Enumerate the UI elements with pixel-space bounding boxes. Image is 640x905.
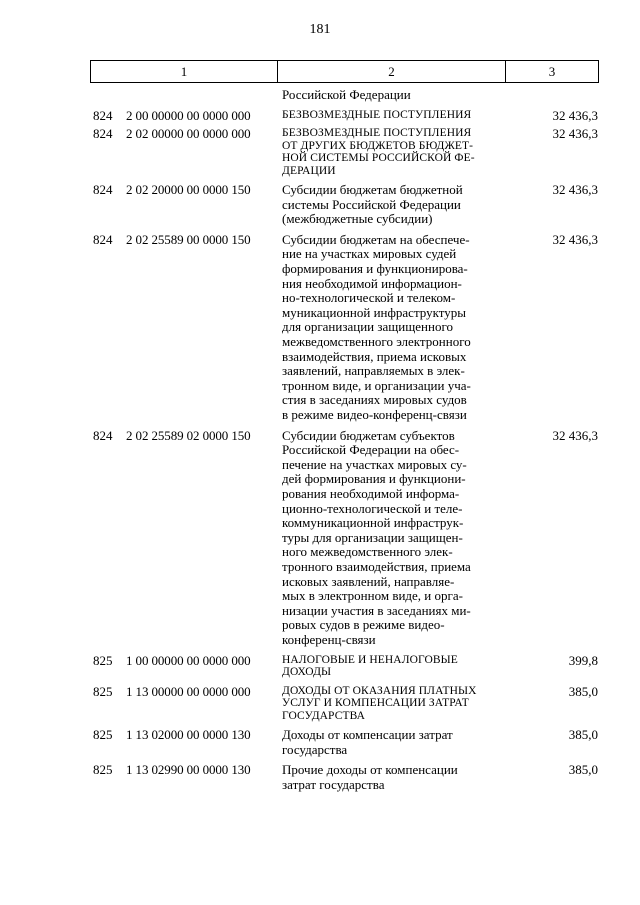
budget-code: 1 00 00000 00 0000 000 <box>126 652 251 668</box>
header-col-3: 3 <box>548 63 556 79</box>
admin-code: 825 <box>93 762 113 778</box>
income-name-line: ние на участках мировых судей <box>282 246 457 262</box>
income-name-line: для организации защищенного <box>282 319 453 335</box>
header-col-2: 2 <box>278 61 506 82</box>
income-name-line: ГОСУДАРСТВА <box>282 709 366 722</box>
budget-code: 1 13 02990 00 0000 130 <box>126 762 251 778</box>
income-name-line: заявлений, направляемых в элек- <box>282 363 465 379</box>
amount: 385,0 <box>568 683 598 699</box>
budget-code: 2 02 25589 00 0000 150 <box>126 231 251 247</box>
income-name-line: туры для организации защищен- <box>282 529 463 545</box>
income-name <box>282 429 502 648</box>
income-name-line: ДОХОДЫ ОТ ОКАЗАНИЯ ПЛАТНЫХ <box>282 684 477 697</box>
admin-code: 825 <box>93 727 113 742</box>
table-row <box>0 109 640 122</box>
table-row <box>0 183 640 227</box>
income-name-line: ДОХОДЫ <box>282 666 332 678</box>
income-name-line: тронном виде, и организации уча- <box>282 377 471 393</box>
table-row <box>0 233 640 423</box>
income-name-line: низации участия в заседаниях ми- <box>282 602 471 618</box>
page-number: 181 <box>309 22 331 37</box>
income-name-line: коммуникационной инфраструк- <box>282 515 464 531</box>
table-row <box>0 728 640 757</box>
budget-code: 2 00 00000 00 0000 000 <box>126 107 251 123</box>
amount: 32 436,3 <box>552 126 598 142</box>
income-name <box>282 109 502 122</box>
income-name-line: но-технологической и телеком- <box>282 290 456 306</box>
income-name-line: взаимодействия, приема исковых <box>282 348 467 364</box>
budget-code: 2 02 20000 00 0000 150 <box>126 182 251 198</box>
amount: 32 436,3 <box>552 427 598 443</box>
income-name-line: Субсидии бюджетам на обеспече- <box>282 231 470 247</box>
income-name <box>282 685 502 723</box>
income-name-line: муникационной инфраструктуры <box>282 304 466 320</box>
income-name-line: Российской Федерации на обес- <box>282 442 460 458</box>
continuation-text: Российской Федерации <box>282 87 411 102</box>
budget-code: 1 13 00000 00 0000 000 <box>126 683 251 699</box>
income-name <box>282 233 502 423</box>
table-row <box>0 127 640 177</box>
table-row <box>0 763 640 792</box>
table-row <box>0 685 640 723</box>
income-name-line: (межбюджетные субсидии) <box>282 211 433 227</box>
budget-code: 2 02 00000 00 0000 000 <box>126 126 251 142</box>
admin-code: 825 <box>93 652 113 668</box>
income-name <box>282 183 502 227</box>
income-name <box>282 728 502 757</box>
income-name-line: ровых судов в режиме видео- <box>282 617 445 633</box>
income-name-line: системы Российской Федерации <box>282 196 461 212</box>
table-row <box>0 429 640 648</box>
amount: 32 436,3 <box>552 231 598 247</box>
income-name-line: формирования и функционирова- <box>282 261 468 277</box>
budget-code: 2 02 25589 02 0000 150 <box>126 427 251 443</box>
income-name-line: тронного взаимодействия, приема <box>282 558 471 574</box>
admin-code: 825 <box>93 683 113 699</box>
amount: 32 436,3 <box>552 182 598 198</box>
admin-code: 824 <box>93 126 113 142</box>
income-name-line: ОТ ДРУГИХ БЮДЖЕТОВ БЮДЖЕТ- <box>282 139 474 152</box>
income-name-line: в режиме видео-конференц-связи <box>282 407 467 422</box>
income-name-line: ДЕРАЦИИ <box>282 164 336 177</box>
income-name-line: печение на участках мировых су- <box>282 456 467 472</box>
income-name-line: конференц-связи <box>282 631 376 647</box>
table-row <box>0 654 640 679</box>
income-name-line: дей формирования и функциони- <box>282 471 466 487</box>
income-name-line: ционно-технологической и теле- <box>282 500 463 516</box>
income-name-line: НОЙ СИСТЕМЫ РОССИЙСКОЙ ФЕ- <box>282 152 475 165</box>
admin-code: 824 <box>93 427 113 443</box>
income-name-line: НАЛОГОВЫЕ И НЕНАЛОГОВЫЕ <box>282 653 458 666</box>
header-col-1: 1 <box>91 61 278 82</box>
budget-code: 1 13 02000 00 0000 130 <box>126 727 251 742</box>
income-name-line: исковых заявлений, направляе- <box>282 573 455 589</box>
income-name-line: межведомственного электронного <box>282 334 471 350</box>
income-name-line: УСЛУГ И КОМПЕНСАЦИИ ЗАТРАТ <box>282 697 469 709</box>
income-name-line: БЕЗВОЗМЕЗДНЫЕ ПОСТУПЛЕНИЯ <box>282 108 472 121</box>
admin-code: 824 <box>93 182 113 198</box>
income-name-line: затрат государства <box>282 776 385 792</box>
income-name <box>282 654 502 679</box>
income-name-line: государства <box>282 741 348 757</box>
income-name-line: Субсидии бюджетам бюджетной <box>282 182 463 198</box>
income-name-line: Доходы от компенсации затрат <box>282 727 453 742</box>
income-name-line: ного межведомственного элек- <box>282 544 453 560</box>
admin-code: 824 <box>93 107 113 123</box>
income-name-line: рования необходимой информа- <box>282 485 460 501</box>
amount: 399,8 <box>568 652 598 668</box>
income-name <box>282 127 502 177</box>
table-header <box>90 60 599 83</box>
income-name-line: ния необходимой информацион- <box>282 275 462 291</box>
income-name <box>282 763 502 792</box>
row-container <box>0 109 640 793</box>
income-name-line: стия в заседаниях мировых судов <box>282 392 467 408</box>
amount: 385,0 <box>568 727 598 742</box>
table-body <box>0 88 640 798</box>
admin-code: 824 <box>93 231 113 247</box>
income-name-line: Субсидии бюджетам субъектов <box>282 427 455 443</box>
income-name-line: мых в электронном виде, и орга- <box>282 588 463 604</box>
amount: 32 436,3 <box>552 107 598 123</box>
income-name-line: БЕЗВОЗМЕЗДНЫЕ ПОСТУПЛЕНИЯ <box>282 127 472 140</box>
income-name-line: Прочие доходы от компенсации <box>282 762 458 778</box>
amount: 385,0 <box>568 762 598 778</box>
